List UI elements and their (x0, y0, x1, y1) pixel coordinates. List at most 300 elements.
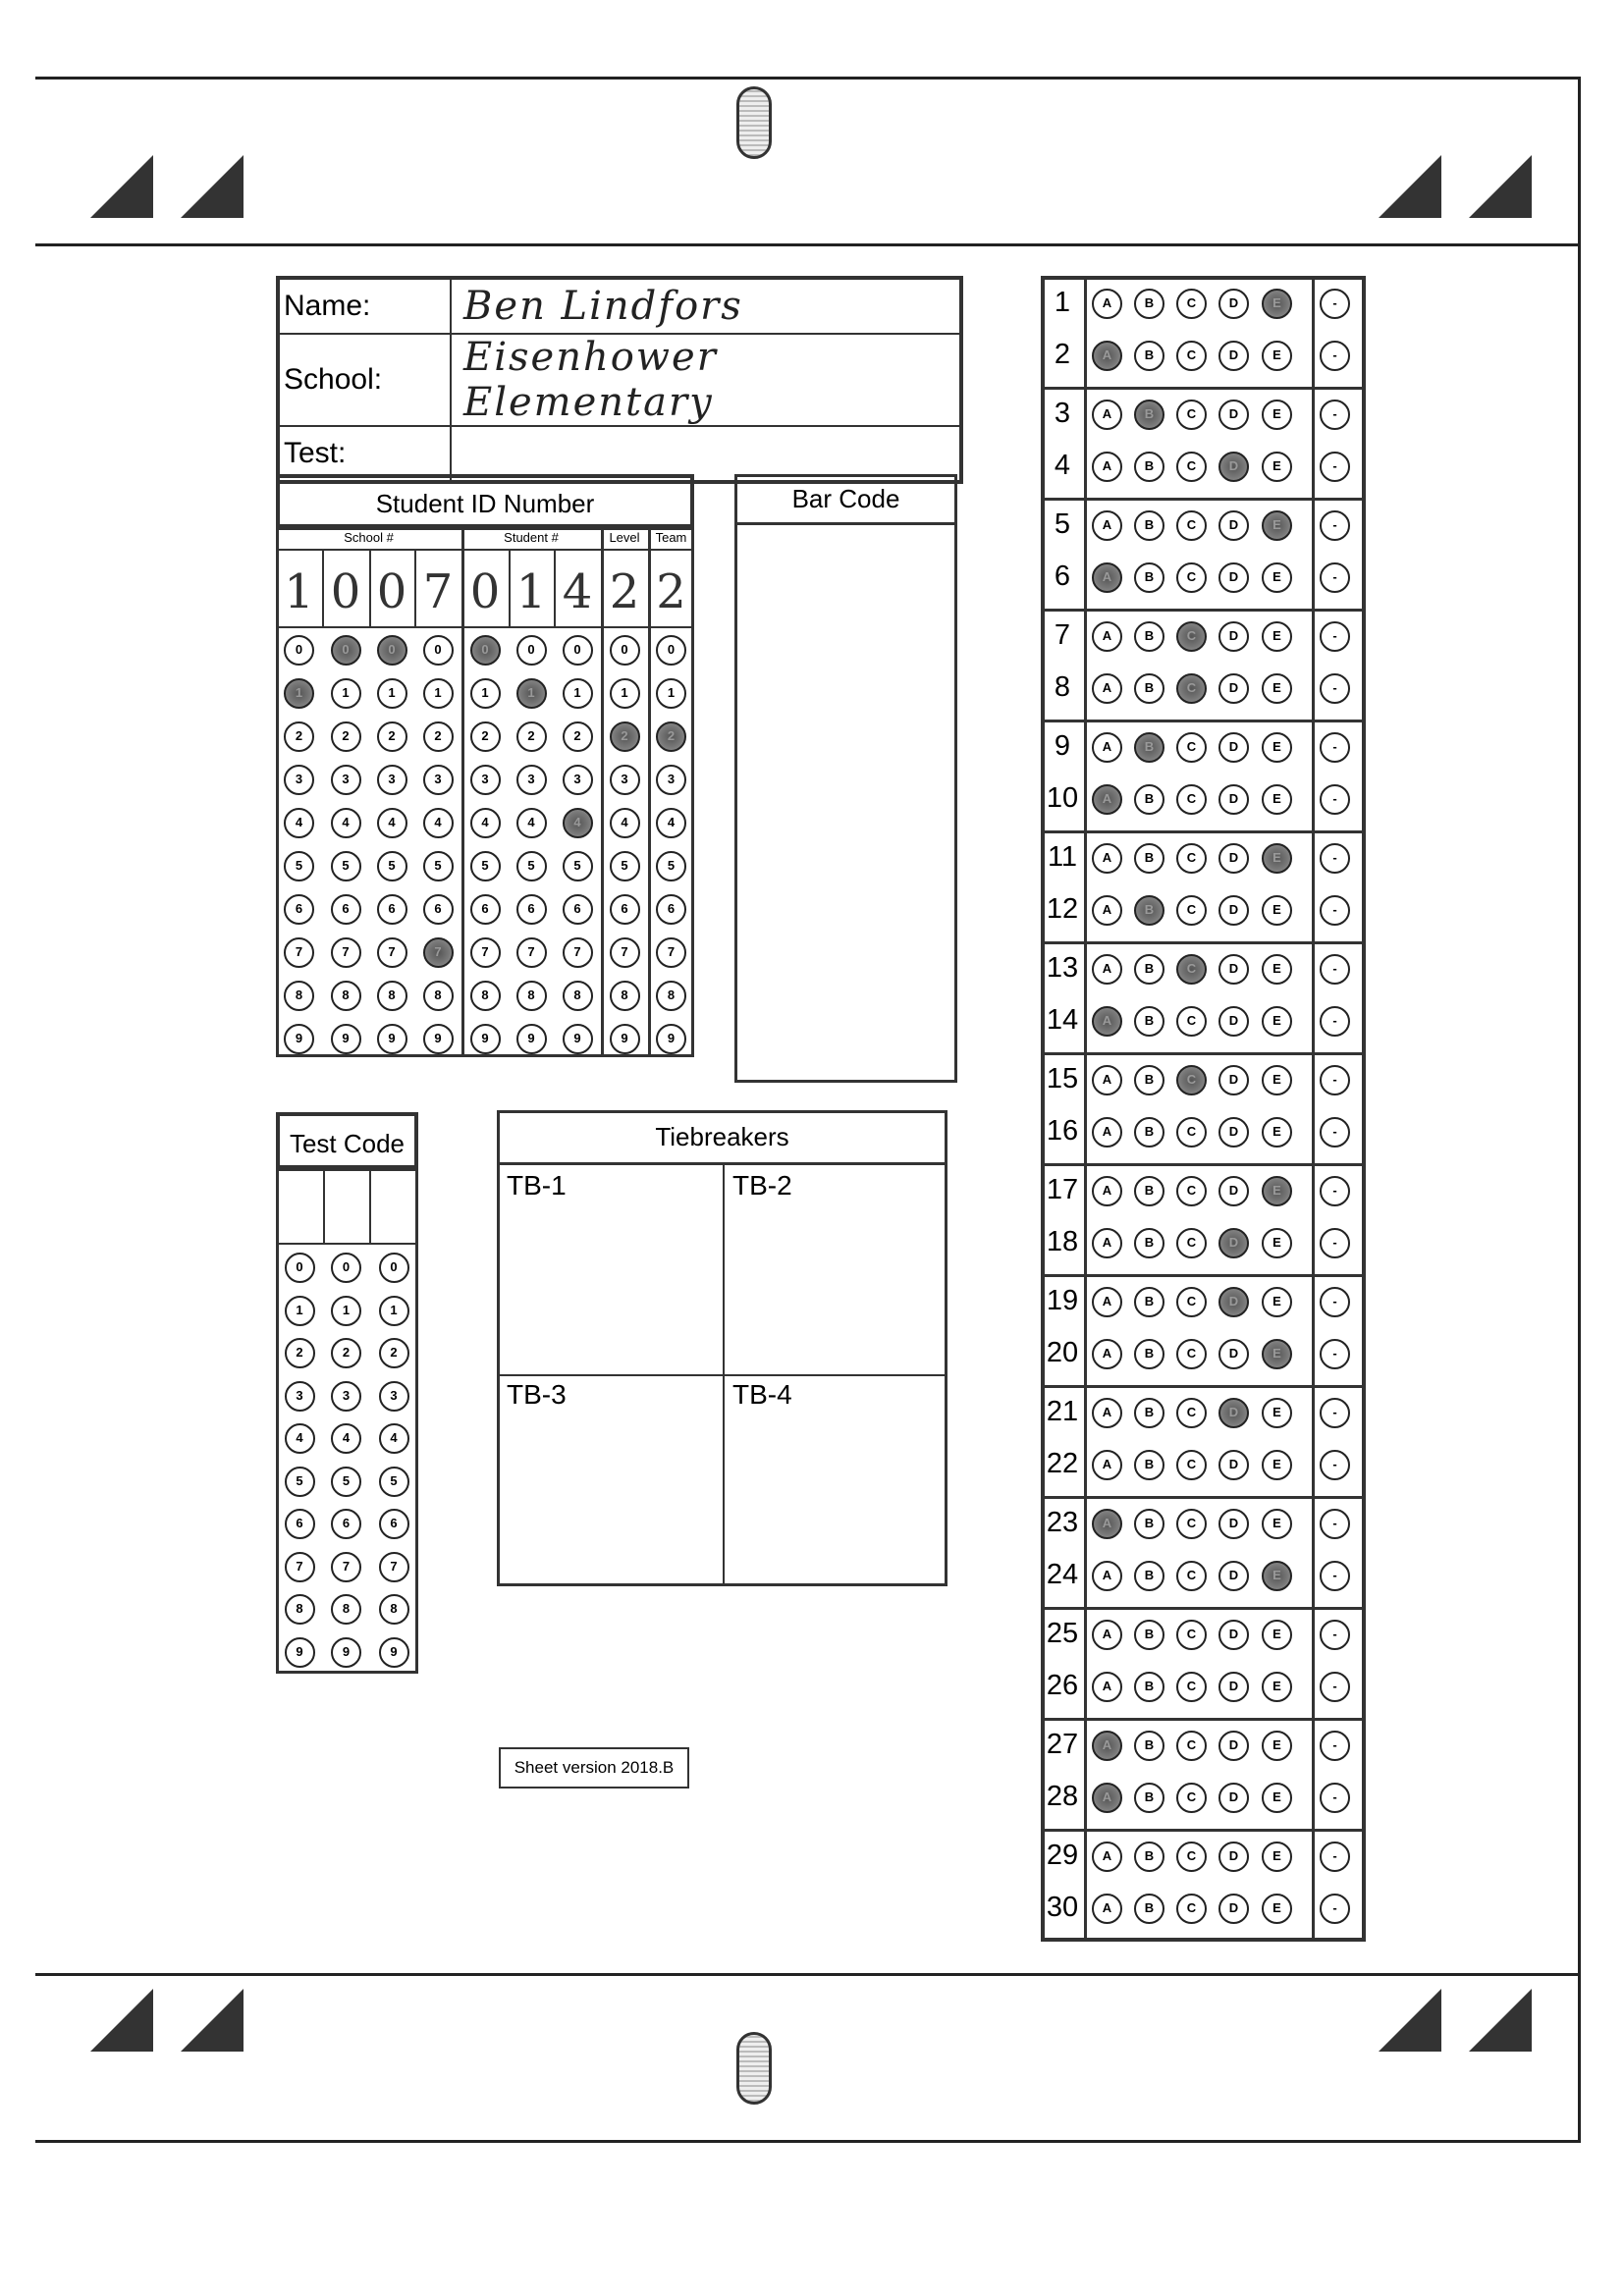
answer-bubble[interactable]: E (1262, 1509, 1292, 1539)
answer-bubble[interactable]: D (1218, 1620, 1249, 1650)
answer-bubble[interactable]: A (1092, 1117, 1122, 1148)
answer-bubble[interactable]: D (1218, 1117, 1249, 1148)
test-code-bubble[interactable]: 6 (379, 1509, 409, 1539)
id-bubble[interactable]: 1 (331, 678, 361, 709)
id-bubble[interactable]: 5 (656, 851, 686, 881)
answer-bubble[interactable]: A (1092, 843, 1122, 874)
answer-bubble[interactable]: A (1092, 289, 1122, 319)
answer-bubble[interactable]: E (1262, 1561, 1292, 1591)
id-bubble[interactable]: 6 (610, 894, 640, 925)
answer-bubble[interactable]: B (1134, 1731, 1164, 1761)
answer-bubble[interactable]: - (1320, 954, 1350, 985)
answer-bubble[interactable]: C (1176, 895, 1207, 926)
id-bubble[interactable]: 8 (610, 981, 640, 1011)
answer-bubble[interactable]: B (1134, 1006, 1164, 1037)
answer-bubble[interactable]: D (1218, 562, 1249, 593)
answer-bubble[interactable]: E (1262, 843, 1292, 874)
id-bubble[interactable]: 9 (331, 1024, 361, 1054)
test-code-bubble[interactable]: 0 (331, 1253, 361, 1283)
answer-bubble[interactable]: C (1176, 1339, 1207, 1369)
answer-bubble[interactable]: E (1262, 954, 1292, 985)
id-bubble[interactable]: 7 (423, 937, 454, 968)
test-code-bubble[interactable]: 5 (331, 1467, 361, 1497)
answer-bubble[interactable]: D (1218, 1842, 1249, 1872)
answer-bubble[interactable]: A (1092, 1561, 1122, 1591)
id-bubble[interactable]: 8 (284, 981, 314, 1011)
test-code-bubble[interactable]: 4 (285, 1423, 315, 1454)
test-code-bubble[interactable]: 0 (379, 1253, 409, 1283)
answer-bubble[interactable]: D (1218, 1339, 1249, 1369)
test-code-bubble[interactable]: 8 (285, 1594, 315, 1625)
test-code-bubble[interactable]: 4 (379, 1423, 409, 1454)
id-bubble[interactable]: 8 (516, 981, 547, 1011)
answer-bubble[interactable]: D (1218, 1398, 1249, 1428)
id-bubble[interactable]: 3 (423, 765, 454, 795)
id-bubble[interactable]: 5 (284, 851, 314, 881)
answer-bubble[interactable]: D (1218, 1006, 1249, 1037)
answer-bubble[interactable]: C (1176, 1065, 1207, 1095)
id-bubble[interactable]: 9 (423, 1024, 454, 1054)
test-code-bubble[interactable]: 2 (379, 1338, 409, 1368)
id-bubble[interactable]: 4 (423, 808, 454, 838)
answer-bubble[interactable]: C (1176, 784, 1207, 815)
id-bubble[interactable]: 4 (331, 808, 361, 838)
id-bubble[interactable]: 0 (470, 635, 501, 666)
id-bubble[interactable]: 6 (516, 894, 547, 925)
id-bubble[interactable]: 7 (470, 937, 501, 968)
answer-bubble[interactable]: B (1134, 784, 1164, 815)
answer-bubble[interactable]: B (1134, 1339, 1164, 1369)
answer-bubble[interactable]: - (1320, 843, 1350, 874)
answer-bubble[interactable]: - (1320, 400, 1350, 430)
answer-bubble[interactable]: C (1176, 1672, 1207, 1702)
answer-bubble[interactable]: - (1320, 510, 1350, 541)
answer-bubble[interactable]: C (1176, 1842, 1207, 1872)
id-bubble[interactable]: 7 (377, 937, 407, 968)
answer-bubble[interactable]: B (1134, 452, 1164, 482)
answer-bubble[interactable]: A (1092, 562, 1122, 593)
id-bubble[interactable]: 5 (377, 851, 407, 881)
test-code-bubble[interactable]: 9 (331, 1637, 361, 1668)
test-code-bubble[interactable]: 7 (379, 1552, 409, 1582)
answer-bubble[interactable]: E (1262, 732, 1292, 763)
id-bubble[interactable]: 1 (423, 678, 454, 709)
id-bubble[interactable]: 1 (610, 678, 640, 709)
id-bubble[interactable]: 6 (656, 894, 686, 925)
id-bubble[interactable]: 6 (284, 894, 314, 925)
answer-bubble[interactable]: - (1320, 1731, 1350, 1761)
answer-bubble[interactable]: D (1218, 784, 1249, 815)
id-bubble[interactable]: 7 (516, 937, 547, 968)
answer-bubble[interactable]: E (1262, 1339, 1292, 1369)
answer-bubble[interactable]: B (1134, 1842, 1164, 1872)
answer-bubble[interactable]: E (1262, 1176, 1292, 1206)
id-bubble[interactable]: 5 (331, 851, 361, 881)
answer-bubble[interactable]: E (1262, 1287, 1292, 1317)
id-bubble[interactable]: 3 (331, 765, 361, 795)
id-bubble[interactable]: 0 (656, 635, 686, 666)
answer-bubble[interactable]: B (1134, 1672, 1164, 1702)
id-bubble[interactable]: 5 (563, 851, 593, 881)
test-code-bubble[interactable]: 5 (379, 1467, 409, 1497)
id-bubble[interactable]: 6 (331, 894, 361, 925)
id-bubble[interactable]: 1 (656, 678, 686, 709)
answer-bubble[interactable]: E (1262, 341, 1292, 371)
test-code-bubble[interactable]: 7 (285, 1552, 315, 1582)
id-bubble[interactable]: 9 (470, 1024, 501, 1054)
test-code-bubble[interactable]: 4 (331, 1423, 361, 1454)
id-bubble[interactable]: 4 (516, 808, 547, 838)
answer-bubble[interactable]: C (1176, 1287, 1207, 1317)
answer-bubble[interactable]: C (1176, 1117, 1207, 1148)
id-bubble[interactable]: 4 (656, 808, 686, 838)
answer-bubble[interactable]: D (1218, 1450, 1249, 1480)
answer-bubble[interactable]: E (1262, 1620, 1292, 1650)
answer-bubble[interactable]: A (1092, 1065, 1122, 1095)
test-code-bubble[interactable]: 3 (331, 1381, 361, 1412)
answer-bubble[interactable]: - (1320, 784, 1350, 815)
id-bubble[interactable]: 2 (470, 721, 501, 752)
answer-bubble[interactable]: D (1218, 341, 1249, 371)
answer-bubble[interactable]: D (1218, 673, 1249, 704)
answer-bubble[interactable]: E (1262, 1783, 1292, 1813)
id-bubble[interactable]: 4 (284, 808, 314, 838)
answer-bubble[interactable]: A (1092, 1287, 1122, 1317)
answer-bubble[interactable]: A (1092, 1672, 1122, 1702)
id-bubble[interactable]: 0 (516, 635, 547, 666)
answer-bubble[interactable]: C (1176, 1894, 1207, 1924)
answer-bubble[interactable]: D (1218, 1561, 1249, 1591)
answer-bubble[interactable]: C (1176, 732, 1207, 763)
answer-bubble[interactable]: E (1262, 1450, 1292, 1480)
answer-bubble[interactable]: B (1134, 1065, 1164, 1095)
answer-bubble[interactable]: D (1218, 732, 1249, 763)
answer-bubble[interactable]: C (1176, 673, 1207, 704)
id-bubble[interactable]: 3 (656, 765, 686, 795)
answer-bubble[interactable]: - (1320, 673, 1350, 704)
answer-bubble[interactable]: B (1134, 510, 1164, 541)
answer-bubble[interactable]: C (1176, 1176, 1207, 1206)
id-bubble[interactable]: 9 (377, 1024, 407, 1054)
answer-bubble[interactable]: B (1134, 895, 1164, 926)
test-code-bubble[interactable]: 2 (285, 1338, 315, 1368)
answer-bubble[interactable]: C (1176, 1561, 1207, 1591)
answer-bubble[interactable]: - (1320, 1672, 1350, 1702)
answer-bubble[interactable]: D (1218, 1509, 1249, 1539)
answer-bubble[interactable]: D (1218, 843, 1249, 874)
answer-bubble[interactable]: B (1134, 1398, 1164, 1428)
answer-bubble[interactable]: A (1092, 673, 1122, 704)
id-bubble[interactable]: 9 (610, 1024, 640, 1054)
test-code-bubble[interactable]: 9 (379, 1637, 409, 1668)
test-code-bubble[interactable]: 8 (379, 1594, 409, 1625)
answer-bubble[interactable]: C (1176, 289, 1207, 319)
answer-bubble[interactable]: B (1134, 621, 1164, 652)
id-bubble[interactable]: 1 (470, 678, 501, 709)
answer-bubble[interactable]: D (1218, 1176, 1249, 1206)
answer-bubble[interactable]: - (1320, 1287, 1350, 1317)
answer-bubble[interactable]: E (1262, 400, 1292, 430)
id-bubble[interactable]: 6 (377, 894, 407, 925)
answer-bubble[interactable]: B (1134, 341, 1164, 371)
answer-bubble[interactable]: A (1092, 400, 1122, 430)
answer-bubble[interactable]: D (1218, 1287, 1249, 1317)
answer-bubble[interactable]: C (1176, 452, 1207, 482)
answer-bubble[interactable]: E (1262, 1228, 1292, 1258)
answer-bubble[interactable]: A (1092, 1509, 1122, 1539)
answer-bubble[interactable]: E (1262, 1006, 1292, 1037)
id-bubble[interactable]: 7 (331, 937, 361, 968)
answer-bubble[interactable]: A (1092, 452, 1122, 482)
id-bubble[interactable]: 3 (563, 765, 593, 795)
id-bubble[interactable]: 4 (377, 808, 407, 838)
answer-bubble[interactable]: E (1262, 289, 1292, 319)
answer-bubble[interactable]: D (1218, 895, 1249, 926)
id-bubble[interactable]: 9 (563, 1024, 593, 1054)
answer-bubble[interactable]: C (1176, 562, 1207, 593)
answer-bubble[interactable]: - (1320, 1620, 1350, 1650)
answer-bubble[interactable]: C (1176, 1228, 1207, 1258)
id-bubble[interactable]: 8 (377, 981, 407, 1011)
answer-bubble[interactable]: - (1320, 895, 1350, 926)
answer-bubble[interactable]: B (1134, 1509, 1164, 1539)
answer-bubble[interactable]: A (1092, 1228, 1122, 1258)
answer-bubble[interactable]: C (1176, 1450, 1207, 1480)
id-bubble[interactable]: 9 (656, 1024, 686, 1054)
answer-bubble[interactable]: - (1320, 1783, 1350, 1813)
answer-bubble[interactable]: C (1176, 621, 1207, 652)
answer-bubble[interactable]: D (1218, 510, 1249, 541)
id-bubble[interactable]: 2 (377, 721, 407, 752)
id-bubble[interactable]: 1 (284, 678, 314, 709)
answer-bubble[interactable]: - (1320, 341, 1350, 371)
answer-bubble[interactable]: B (1134, 954, 1164, 985)
answer-bubble[interactable]: - (1320, 289, 1350, 319)
answer-bubble[interactable]: - (1320, 1450, 1350, 1480)
answer-bubble[interactable]: A (1092, 1339, 1122, 1369)
answer-bubble[interactable]: - (1320, 1842, 1350, 1872)
answer-bubble[interactable]: C (1176, 1731, 1207, 1761)
answer-bubble[interactable]: D (1218, 1731, 1249, 1761)
answer-bubble[interactable]: E (1262, 562, 1292, 593)
id-bubble[interactable]: 0 (563, 635, 593, 666)
test-code-bubble[interactable]: 6 (285, 1509, 315, 1539)
id-bubble[interactable]: 8 (470, 981, 501, 1011)
id-bubble[interactable]: 1 (377, 678, 407, 709)
answer-bubble[interactable]: - (1320, 452, 1350, 482)
answer-bubble[interactable]: E (1262, 673, 1292, 704)
answer-bubble[interactable]: A (1092, 954, 1122, 985)
answer-bubble[interactable]: A (1092, 784, 1122, 815)
answer-bubble[interactable]: E (1262, 621, 1292, 652)
answer-bubble[interactable]: B (1134, 400, 1164, 430)
id-bubble[interactable]: 9 (516, 1024, 547, 1054)
id-bubble[interactable]: 3 (470, 765, 501, 795)
answer-bubble[interactable]: - (1320, 1398, 1350, 1428)
test-code-bubble[interactable]: 5 (285, 1467, 315, 1497)
id-bubble[interactable]: 3 (377, 765, 407, 795)
id-bubble[interactable]: 5 (516, 851, 547, 881)
answer-bubble[interactable]: E (1262, 1398, 1292, 1428)
id-bubble[interactable]: 1 (516, 678, 547, 709)
answer-bubble[interactable]: B (1134, 1894, 1164, 1924)
answer-bubble[interactable]: A (1092, 1842, 1122, 1872)
answer-bubble[interactable]: B (1134, 1561, 1164, 1591)
name-value[interactable]: Ben Lindfors (451, 278, 961, 334)
answer-bubble[interactable]: C (1176, 400, 1207, 430)
answer-bubble[interactable]: - (1320, 562, 1350, 593)
id-bubble[interactable]: 7 (284, 937, 314, 968)
answer-bubble[interactable]: D (1218, 1065, 1249, 1095)
test-code-bubble[interactable]: 1 (379, 1296, 409, 1326)
answer-bubble[interactable]: E (1262, 1117, 1292, 1148)
answer-bubble[interactable]: A (1092, 895, 1122, 926)
answer-bubble[interactable]: D (1218, 1783, 1249, 1813)
answer-bubble[interactable]: C (1176, 1620, 1207, 1650)
id-bubble[interactable]: 6 (423, 894, 454, 925)
id-bubble[interactable]: 2 (516, 721, 547, 752)
id-bubble[interactable]: 7 (610, 937, 640, 968)
answer-bubble[interactable]: E (1262, 1731, 1292, 1761)
answer-bubble[interactable]: E (1262, 1672, 1292, 1702)
answer-bubble[interactable]: B (1134, 1783, 1164, 1813)
answer-bubble[interactable]: E (1262, 510, 1292, 541)
id-bubble[interactable]: 2 (610, 721, 640, 752)
id-bubble[interactable]: 5 (610, 851, 640, 881)
answer-bubble[interactable]: B (1134, 843, 1164, 874)
answer-bubble[interactable]: D (1218, 954, 1249, 985)
answer-bubble[interactable]: B (1134, 1176, 1164, 1206)
answer-bubble[interactable]: A (1092, 1176, 1122, 1206)
id-bubble[interactable]: 8 (656, 981, 686, 1011)
answer-bubble[interactable]: C (1176, 954, 1207, 985)
answer-bubble[interactable]: E (1262, 1842, 1292, 1872)
answer-bubble[interactable]: D (1218, 621, 1249, 652)
answer-bubble[interactable]: - (1320, 732, 1350, 763)
test-code-bubble[interactable]: 2 (331, 1338, 361, 1368)
test-code-bubble[interactable]: 3 (285, 1381, 315, 1412)
id-bubble[interactable]: 8 (331, 981, 361, 1011)
id-bubble[interactable]: 0 (610, 635, 640, 666)
answer-bubble[interactable]: A (1092, 1006, 1122, 1037)
test-code-bubble[interactable]: 3 (379, 1381, 409, 1412)
test-code-bubble[interactable]: 1 (331, 1296, 361, 1326)
answer-bubble[interactable]: B (1134, 562, 1164, 593)
answer-bubble[interactable]: B (1134, 673, 1164, 704)
test-code-bubble[interactable]: 9 (285, 1637, 315, 1668)
answer-bubble[interactable]: - (1320, 1117, 1350, 1148)
answer-bubble[interactable]: - (1320, 1509, 1350, 1539)
answer-bubble[interactable]: C (1176, 1398, 1207, 1428)
answer-bubble[interactable]: E (1262, 784, 1292, 815)
id-bubble[interactable]: 6 (470, 894, 501, 925)
id-bubble[interactable]: 7 (656, 937, 686, 968)
answer-bubble[interactable]: B (1134, 289, 1164, 319)
test-code-bubble[interactable]: 8 (331, 1594, 361, 1625)
id-bubble[interactable]: 0 (331, 635, 361, 666)
answer-bubble[interactable]: C (1176, 341, 1207, 371)
answer-bubble[interactable]: D (1218, 1894, 1249, 1924)
id-bubble[interactable]: 4 (610, 808, 640, 838)
id-bubble[interactable]: 0 (284, 635, 314, 666)
answer-bubble[interactable]: C (1176, 1509, 1207, 1539)
id-bubble[interactable]: 2 (284, 721, 314, 752)
answer-bubble[interactable]: A (1092, 1398, 1122, 1428)
answer-bubble[interactable]: - (1320, 1339, 1350, 1369)
test-code-bubble[interactable]: 0 (285, 1253, 315, 1283)
answer-bubble[interactable]: C (1176, 1783, 1207, 1813)
answer-bubble[interactable]: C (1176, 1006, 1207, 1037)
id-bubble[interactable]: 6 (563, 894, 593, 925)
answer-bubble[interactable]: E (1262, 1065, 1292, 1095)
test-code-bubble[interactable]: 1 (285, 1296, 315, 1326)
answer-bubble[interactable]: A (1092, 510, 1122, 541)
answer-bubble[interactable]: - (1320, 1894, 1350, 1924)
id-bubble[interactable]: 2 (656, 721, 686, 752)
answer-bubble[interactable]: B (1134, 1287, 1164, 1317)
test-code-bubble[interactable]: 7 (331, 1552, 361, 1582)
id-bubble[interactable]: 3 (610, 765, 640, 795)
answer-bubble[interactable]: A (1092, 621, 1122, 652)
id-bubble[interactable]: 0 (423, 635, 454, 666)
answer-bubble[interactable]: - (1320, 1561, 1350, 1591)
id-bubble[interactable]: 0 (377, 635, 407, 666)
id-bubble[interactable]: 7 (563, 937, 593, 968)
answer-bubble[interactable]: D (1218, 1228, 1249, 1258)
answer-bubble[interactable]: A (1092, 1620, 1122, 1650)
answer-bubble[interactable]: E (1262, 895, 1292, 926)
answer-bubble[interactable]: C (1176, 843, 1207, 874)
id-bubble[interactable]: 3 (284, 765, 314, 795)
school-value[interactable]: Eisenhower Elementary (451, 334, 961, 426)
answer-bubble[interactable]: E (1262, 1894, 1292, 1924)
answer-bubble[interactable]: A (1092, 1894, 1122, 1924)
answer-bubble[interactable]: D (1218, 289, 1249, 319)
answer-bubble[interactable]: A (1092, 341, 1122, 371)
answer-bubble[interactable]: D (1218, 400, 1249, 430)
answer-bubble[interactable]: - (1320, 621, 1350, 652)
answer-bubble[interactable]: A (1092, 1783, 1122, 1813)
answer-bubble[interactable]: B (1134, 1620, 1164, 1650)
answer-bubble[interactable]: - (1320, 1006, 1350, 1037)
answer-bubble[interactable]: C (1176, 510, 1207, 541)
answer-bubble[interactable]: A (1092, 1450, 1122, 1480)
answer-bubble[interactable]: A (1092, 1731, 1122, 1761)
answer-bubble[interactable]: - (1320, 1176, 1350, 1206)
id-bubble[interactable]: 8 (423, 981, 454, 1011)
answer-bubble[interactable]: B (1134, 1117, 1164, 1148)
id-bubble[interactable]: 2 (563, 721, 593, 752)
id-bubble[interactable]: 4 (470, 808, 501, 838)
test-code-bubble[interactable]: 6 (331, 1509, 361, 1539)
answer-bubble[interactable]: - (1320, 1065, 1350, 1095)
answer-bubble[interactable]: - (1320, 1228, 1350, 1258)
answer-bubble[interactable]: E (1262, 452, 1292, 482)
id-bubble[interactable]: 4 (563, 808, 593, 838)
id-bubble[interactable]: 5 (423, 851, 454, 881)
id-bubble[interactable]: 1 (563, 678, 593, 709)
id-bubble[interactable]: 9 (284, 1024, 314, 1054)
id-bubble[interactable]: 8 (563, 981, 593, 1011)
answer-bubble[interactable]: D (1218, 452, 1249, 482)
id-bubble[interactable]: 3 (516, 765, 547, 795)
id-bubble[interactable]: 2 (423, 721, 454, 752)
answer-bubble[interactable]: B (1134, 1450, 1164, 1480)
answer-bubble[interactable]: B (1134, 1228, 1164, 1258)
id-bubble[interactable]: 5 (470, 851, 501, 881)
answer-bubble[interactable]: A (1092, 732, 1122, 763)
answer-bubble[interactable]: B (1134, 732, 1164, 763)
